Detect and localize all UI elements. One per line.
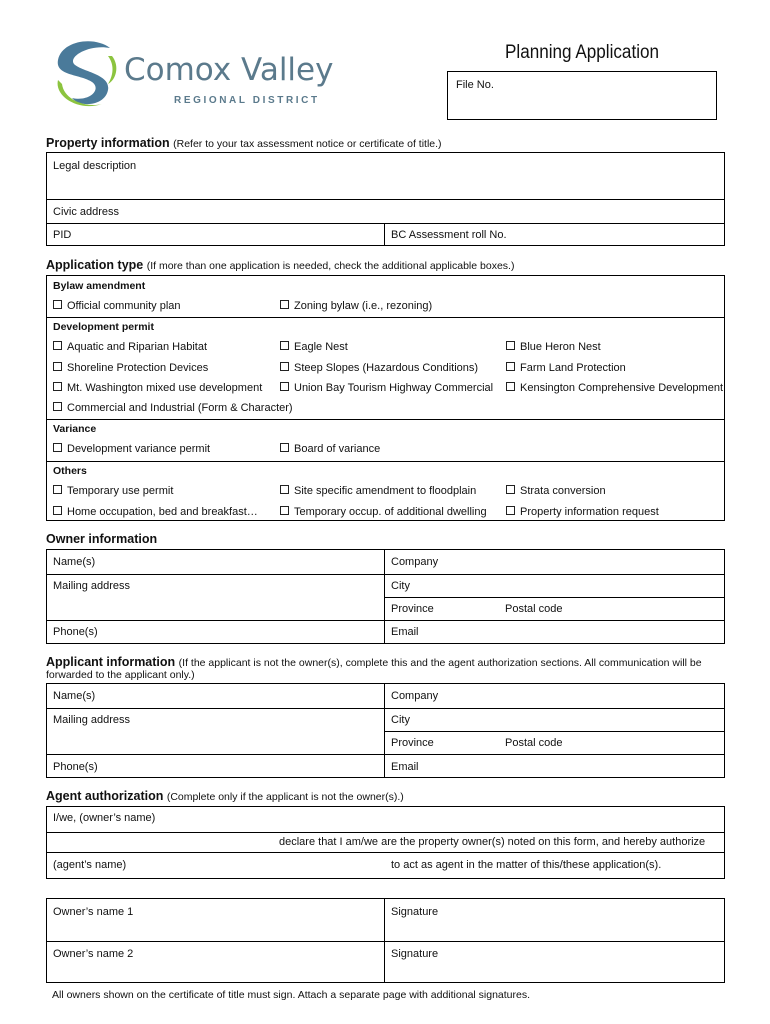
owner-city-field[interactable]: City (391, 580, 410, 592)
checkbox-icon (506, 506, 515, 515)
checkbox-mt-washington[interactable]: Mt. Washington mixed use development (53, 382, 262, 395)
checkbox-icon (53, 443, 62, 452)
checkbox-icon (280, 506, 289, 515)
agent-heading: Agent authorization (Complete only if the applicant is not the owner(s).) (46, 789, 404, 803)
checkbox-aquatic-riparian[interactable]: Aquatic and Riparian Habitat (53, 341, 207, 354)
roll-no-field[interactable]: BC Assessment roll No. (391, 229, 507, 241)
checkbox-strata-conversion[interactable]: Strata conversion (506, 485, 606, 498)
agent-declaration: declare that I am/we are the property owner(s) noted on this form, and hereby authorize (279, 836, 706, 848)
owner-phone-field[interactable]: Phone(s) (53, 626, 98, 638)
applicant-postal-field[interactable]: Postal code (505, 737, 563, 749)
checkbox-icon (53, 341, 62, 350)
checkbox-official-community-plan[interactable]: Official community plan (53, 300, 181, 313)
owner-heading: Owner information (46, 532, 158, 546)
checkbox-zoning-bylaw[interactable]: Zoning bylaw (i.e., rezoning) (280, 300, 432, 313)
agent-name-field[interactable]: (agent’s name) (53, 859, 127, 871)
owner-company-field[interactable]: Company (391, 556, 439, 568)
checkbox-temporary-use[interactable]: Temporary use permit (53, 485, 173, 498)
property-heading: Property information (Refer to your tax assessment notice or certificate of title.) (46, 136, 442, 150)
checkbox-union-bay[interactable]: Union Bay Tourism Highway Commercial (280, 382, 493, 395)
owner-name-2-field[interactable]: Owner’s name 2 (53, 948, 134, 960)
agent-to-act: to act as agent in the matter of this/these application(s). (391, 859, 662, 871)
pid-field[interactable]: PID (53, 229, 72, 241)
agent-owner-name-field[interactable]: I/we, (owner’s name) (53, 812, 156, 824)
checkbox-eagle-nest[interactable]: Eagle Nest (280, 341, 348, 354)
checkbox-shoreline-protection[interactable]: Shoreline Protection Devices (53, 362, 208, 375)
checkbox-home-occupation[interactable]: Home occupation, bed and breakfast… (53, 506, 258, 519)
signature-1-field[interactable]: Signature (391, 906, 439, 918)
applicant-email-field[interactable]: Email (391, 761, 419, 773)
owner-names-field[interactable]: Name(s) (53, 556, 96, 568)
applicant-city-field[interactable]: City (391, 714, 410, 726)
applicant-note-continued: forwarded to the applicant only.) (46, 669, 195, 681)
checkbox-icon (53, 300, 62, 309)
checkbox-icon (506, 382, 515, 391)
checkbox-icon (506, 341, 515, 350)
checkbox-icon (280, 300, 289, 309)
owner-mailing-field[interactable]: Mailing address (53, 580, 131, 592)
logo-text: Comox Valley (124, 52, 334, 88)
checkbox-kensington[interactable]: Kensington Comprehensive Development (506, 382, 723, 395)
checkbox-icon (53, 382, 62, 391)
others-heading: Others (53, 465, 87, 477)
development-permit-heading: Development permit (53, 321, 154, 333)
applicant-company-field[interactable]: Company (391, 690, 439, 702)
application-type-heading: Application type (If more than one application is needed, check the additional applicable boxes.) (46, 258, 515, 272)
application-type-note: (If more than one application is needed, check the additional applicable boxes.) (146, 260, 515, 272)
property-note: (Refer to your tax assessment notice or certificate of title.) (173, 138, 442, 150)
owner-email-field[interactable]: Email (391, 626, 419, 638)
applicant-note: (If the applicant is not the owner(s), complete this and the agent authorization sections. All communication will be (178, 657, 702, 669)
owner-postal-field[interactable]: Postal code (505, 603, 563, 615)
owner-table (46, 549, 725, 644)
checkbox-icon (280, 443, 289, 452)
owner-name-1-field[interactable]: Owner’s name 1 (53, 906, 134, 918)
file-no-label: File No. (456, 79, 494, 91)
logo-subtext: REGIONAL DISTRICT (174, 95, 320, 106)
logo-swoosh-icon (50, 38, 125, 110)
legal-description-field[interactable]: Legal description (53, 160, 137, 172)
agent-note: (Complete only if the applicant is not the owner(s).) (166, 791, 404, 803)
application-type-table (46, 275, 725, 521)
checkbox-board-of-variance[interactable]: Board of variance (280, 443, 380, 456)
checkbox-farm-land-protection[interactable]: Farm Land Protection (506, 362, 626, 375)
checkbox-icon (53, 402, 62, 411)
applicant-heading: Applicant information (If the applicant is not the owner(s), complete this and the agent authorization sections. All communication will be (46, 655, 702, 669)
checkbox-blue-heron-nest[interactable]: Blue Heron Nest (506, 341, 601, 354)
checkbox-icon (280, 341, 289, 350)
civic-address-field[interactable]: Civic address (53, 206, 120, 218)
applicant-table (46, 683, 725, 778)
checkbox-commercial-industrial[interactable]: Commercial and Industrial (Form & Character) (53, 402, 293, 415)
page-title: Planning Application (505, 42, 660, 63)
applicant-names-field[interactable]: Name(s) (53, 690, 96, 702)
checkbox-icon (53, 506, 62, 515)
file-no-field[interactable] (447, 71, 717, 120)
applicant-phone-field[interactable]: Phone(s) (53, 761, 98, 773)
checkbox-icon (53, 485, 62, 494)
signature-2-field[interactable]: Signature (391, 948, 439, 960)
agent-table (46, 806, 725, 879)
checkbox-icon (280, 485, 289, 494)
checkbox-icon (53, 362, 62, 371)
logo (50, 38, 350, 110)
checkbox-icon (506, 362, 515, 371)
checkbox-floodplain-amendment[interactable]: Site specific amendment to floodplain (280, 485, 476, 498)
owner-province-field[interactable]: Province (391, 603, 434, 615)
checkbox-property-info-request[interactable]: Property information request (506, 506, 659, 519)
checkbox-icon (506, 485, 515, 494)
property-table (46, 152, 725, 246)
applicant-mailing-field[interactable]: Mailing address (53, 714, 131, 726)
signatures-table (46, 898, 725, 983)
checkbox-steep-slopes[interactable]: Steep Slopes (Hazardous Conditions) (280, 362, 478, 375)
variance-heading: Variance (53, 423, 97, 435)
checkbox-development-variance[interactable]: Development variance permit (53, 443, 210, 456)
bylaw-heading: Bylaw amendment (53, 280, 146, 292)
checkbox-icon (280, 382, 289, 391)
checkbox-temporary-occupancy[interactable]: Temporary occup. of additional dwelling (280, 506, 487, 519)
signatures-footer-note: All owners shown on the certificate of title must sign. Attach a separate page with additional signatures. (52, 989, 531, 1001)
applicant-province-field[interactable]: Province (391, 737, 434, 749)
checkbox-icon (280, 362, 289, 371)
